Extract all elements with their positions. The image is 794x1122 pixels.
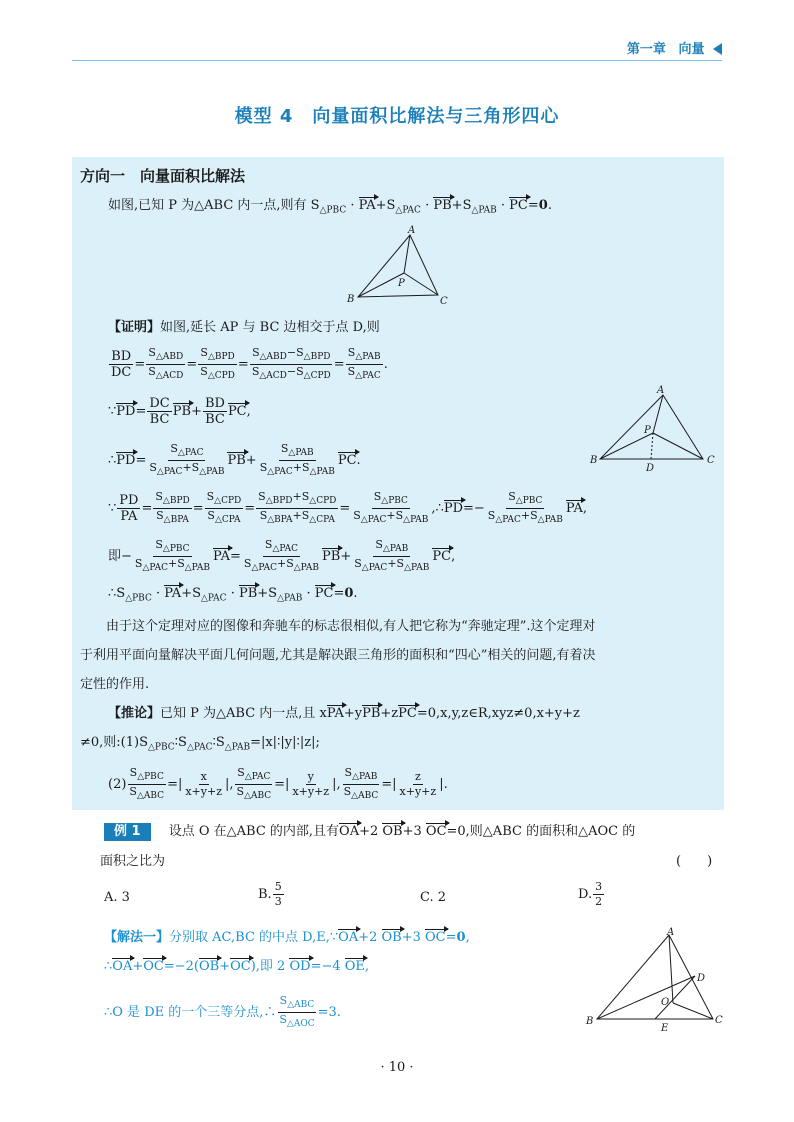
option-a: A. 3	[104, 890, 130, 905]
option-b: B. $\frac{5}{3}$	[258, 880, 282, 908]
vertex-a: A	[408, 225, 416, 236]
solution-line-1: 【解法一】分别取 AC,BC 的中点 D,E,∵OA+2 OB+3 OC=0,	[104, 928, 470, 948]
proof-step-3: ∴PD= $\frac{S_{\triangle PAC}}{S_{\triangle PAC}+S_{\triangle PAB}}$ PB+ $\frac{S_{\triangle PAB}}{S_{\triangle PAC}+S_{\triangle PAB}}$ PC.	[108, 442, 361, 478]
triangle-marker-icon	[713, 43, 722, 55]
example-triangle-figure	[585, 925, 725, 1035]
point-d: D	[697, 973, 706, 984]
proof-step-4: ∵ $\frac{PD}{PA}$ = $\frac{S_{\triangle BPD}}{S_{\triangle BPA}}$ = $\frac{S_{\triangle CPD}}{S_{\triangle CPA}}$ = $\frac{S_{\triangle BPD}+S_{\triangle CPD}}{S_{\triangle BPA}+S_{\triangle CPA}}$ = $\frac{S_{\triangle PBC}}{S_{\triangle PAC}+S_{\triangle PAB}}$ ,∴PD=− $\frac{S_{\triangle PBC}}{S_{\triangle PAC}+S_{\triangle PAB}}$ PA,	[108, 490, 588, 526]
vertex-b: B	[590, 455, 598, 466]
example-line-1: 例 1 设点 O 在△ABC 的内部,且有OA+2 OB+3 OC=0,则△ABC 的面积和△AOC 的	[104, 822, 635, 842]
solution-line-3: ∴O 是 DE 的一个三等分点,∴ $\frac{S_{\triangle ABC}}{S_{\triangle AOC}}$ =3.	[104, 994, 341, 1030]
proof-triangle-figure	[585, 385, 720, 475]
running-header	[627, 38, 722, 57]
vertex-a: A	[667, 927, 675, 938]
corollary-line-1: 【推论】已知 P 为△ABC 内一点,且 xPA+yPB+zPC=0,x,y,z∈R,xyz≠0,x+y+z	[108, 704, 580, 724]
proof-step-5: 即− $\frac{S_{\triangle PBC}}{S_{\triangle PAC}+S_{\triangle PAB}}$ PA= $\frac{S_{\triangle PAC}}{S_{\triangle PAC}+S_{\triangle PAB}}$ PB+ $\frac{S_{\triangle PAB}}{S_{\triangle PAC}+S_{\triangle PAB}}$ PC,	[108, 538, 456, 574]
option-d: D. $\frac{3}{2}$	[578, 880, 603, 908]
topic-label: 向量	[678, 42, 705, 57]
proof-conclusion: $\therefore S_{\triangle PBC} \cdot PA+S_{\triangle PAC} \cdot PB+S_{\triangle PAB} \cdot PC=0$.	[108, 586, 358, 604]
vertex-b: B	[347, 294, 355, 305]
vertex-b: B	[586, 1016, 594, 1027]
vertex-c: C	[440, 296, 448, 307]
header-rule	[72, 60, 722, 61]
theorem-statement: 如图,已知 P 为△ABC 内一点,则有 $S_{\triangle PBC} \cdot PA+S_{\triangle PAC} \cdot PB+S_{\triangle PAB} \cdot PC=0$.	[108, 198, 552, 216]
corollary-line-2: ≠0,则$:(1)S_{\triangle PBC}∶S_{\triangle PAC}∶S_{\triangle PAB}=|x|∶|y|∶|z|$;	[80, 735, 320, 753]
example-tag: 例 1	[104, 823, 151, 841]
vertex-c: C	[715, 1015, 723, 1026]
vertex-a: A	[657, 385, 665, 396]
chapter-label: 第一章	[626, 42, 666, 57]
proof-step-2: ∵PD= $\frac{DC}{BC}$ PB+ $\frac{BD}{BC}$ PC,	[108, 396, 251, 427]
point-p: P	[644, 425, 651, 436]
page-number: · 10 ·	[380, 1060, 414, 1075]
option-c: C. 2	[420, 890, 447, 905]
remark-paragraph: 由于这个定理对应的图像和奔驰车的标志很相似,有人把它称为“奔驰定理”.这个定理对 于利用平面向量解决平面几何问题,尤其是解决跟三角形的面积和“四心”相关的问题,有着决 定性的作用.	[80, 619, 596, 692]
page-title: 模型 4 向量面积比解法与三角形四心	[234, 106, 560, 127]
corollary-line-3: (2) $\frac{S_{\triangle PBC}}{S_{\triangle ABC}}$ =| $\frac{x}{x+y+z}$ |, $\frac{S_{\triangle PAC}}{S_{\triangle ABC}}$ =| $\frac{y}{x+y+z}$ |, $\frac{S_{\triangle PAB}}{S_{\triangle ABC}}$ =| $\frac{z}{x+y+z}$ |.	[108, 766, 448, 802]
answer-paren: ( )	[676, 854, 713, 869]
point-e: E	[661, 1023, 669, 1034]
proof-intro: 【证明】如图,延长 AP 与 BC 边相交于点 D,则	[108, 320, 380, 335]
point-p: P	[398, 278, 405, 289]
vertex-c: C	[707, 455, 715, 466]
point-d: D	[646, 463, 655, 474]
benz-triangle-figure	[340, 225, 460, 310]
section-heading: 方向一 向量面积比解法	[80, 167, 246, 185]
example-line-2: 面积之比为	[100, 854, 166, 869]
solution-line-2: ∴OA+OC=−2(OB+OC),即 2 OD=−4 OE,	[104, 957, 369, 977]
proof-step-1: $\frac{BD}{DC}$ = $\frac{S_{\triangle ABD}}{S_{\triangle ACD}}$ = $\frac{S_{\triangle BPD}}{S_{\triangle CPD}}$ = $\frac{S_{\triangle ABD}-S_{\triangle BPD}}{S_{\triangle ACD}-S_{\triangle CPD}}$ = $\frac{S_{\triangle PAB}}{S_{\triangle PAC}}$ .	[111, 346, 388, 382]
point-o: O	[661, 997, 670, 1008]
